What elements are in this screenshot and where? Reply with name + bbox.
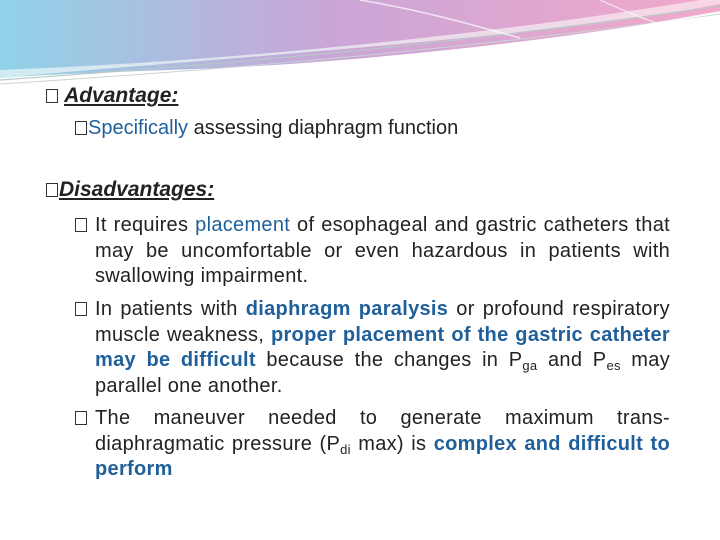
square-bullet-icon [46,183,58,197]
emphasis-text: proper placement of the gastric catheter may be difficult [95,323,670,371]
disadvantages-heading [46,178,214,202]
square-bullet-icon [75,411,87,425]
emphasis-text: placement [195,214,291,236]
emphasis-text: complex and difficult to perform [95,432,670,480]
subscript: es [606,358,621,373]
item-text: because the changes in P [255,349,523,371]
item-text: The maneuver needed to generate maximum trans-diaphragmatic pressure (P [95,407,670,455]
disadvantage-item-3 [95,406,670,483]
advantage-heading [46,84,178,108]
square-bullet-icon [75,218,87,232]
disadvantage-item-2 [95,297,670,399]
square-bullet-icon [75,302,87,316]
header-wave-decoration [0,0,720,90]
emphasis-text: Specifically [88,117,189,139]
item-text: and P [537,349,607,371]
disadvantages-heading-text: Disadvantages: [59,178,215,201]
advantage-item-text: assessing diaphragm function [188,117,459,139]
subscript: ga [522,358,538,373]
item-text: may parallel one another. [95,349,670,397]
disadvantage-item-1 [95,213,670,290]
item-text: max) is [350,432,434,455]
item-text: or profound respiratory muscle weakness, [95,298,670,346]
item-text: In patients with [95,298,246,320]
item-text: It requires [95,214,196,236]
square-bullet-icon [46,89,58,103]
square-bullet-icon [75,121,87,135]
advantage-heading-text: Advantage: [64,84,179,107]
subscript: di [340,441,351,457]
item-text: of esophageal and gastric catheters that may be uncomfortable or even hazardous in patients with swallowing impairment. [95,214,670,287]
emphasis-text: diaphragm paralysis [245,298,449,320]
advantage-item [75,116,458,140]
